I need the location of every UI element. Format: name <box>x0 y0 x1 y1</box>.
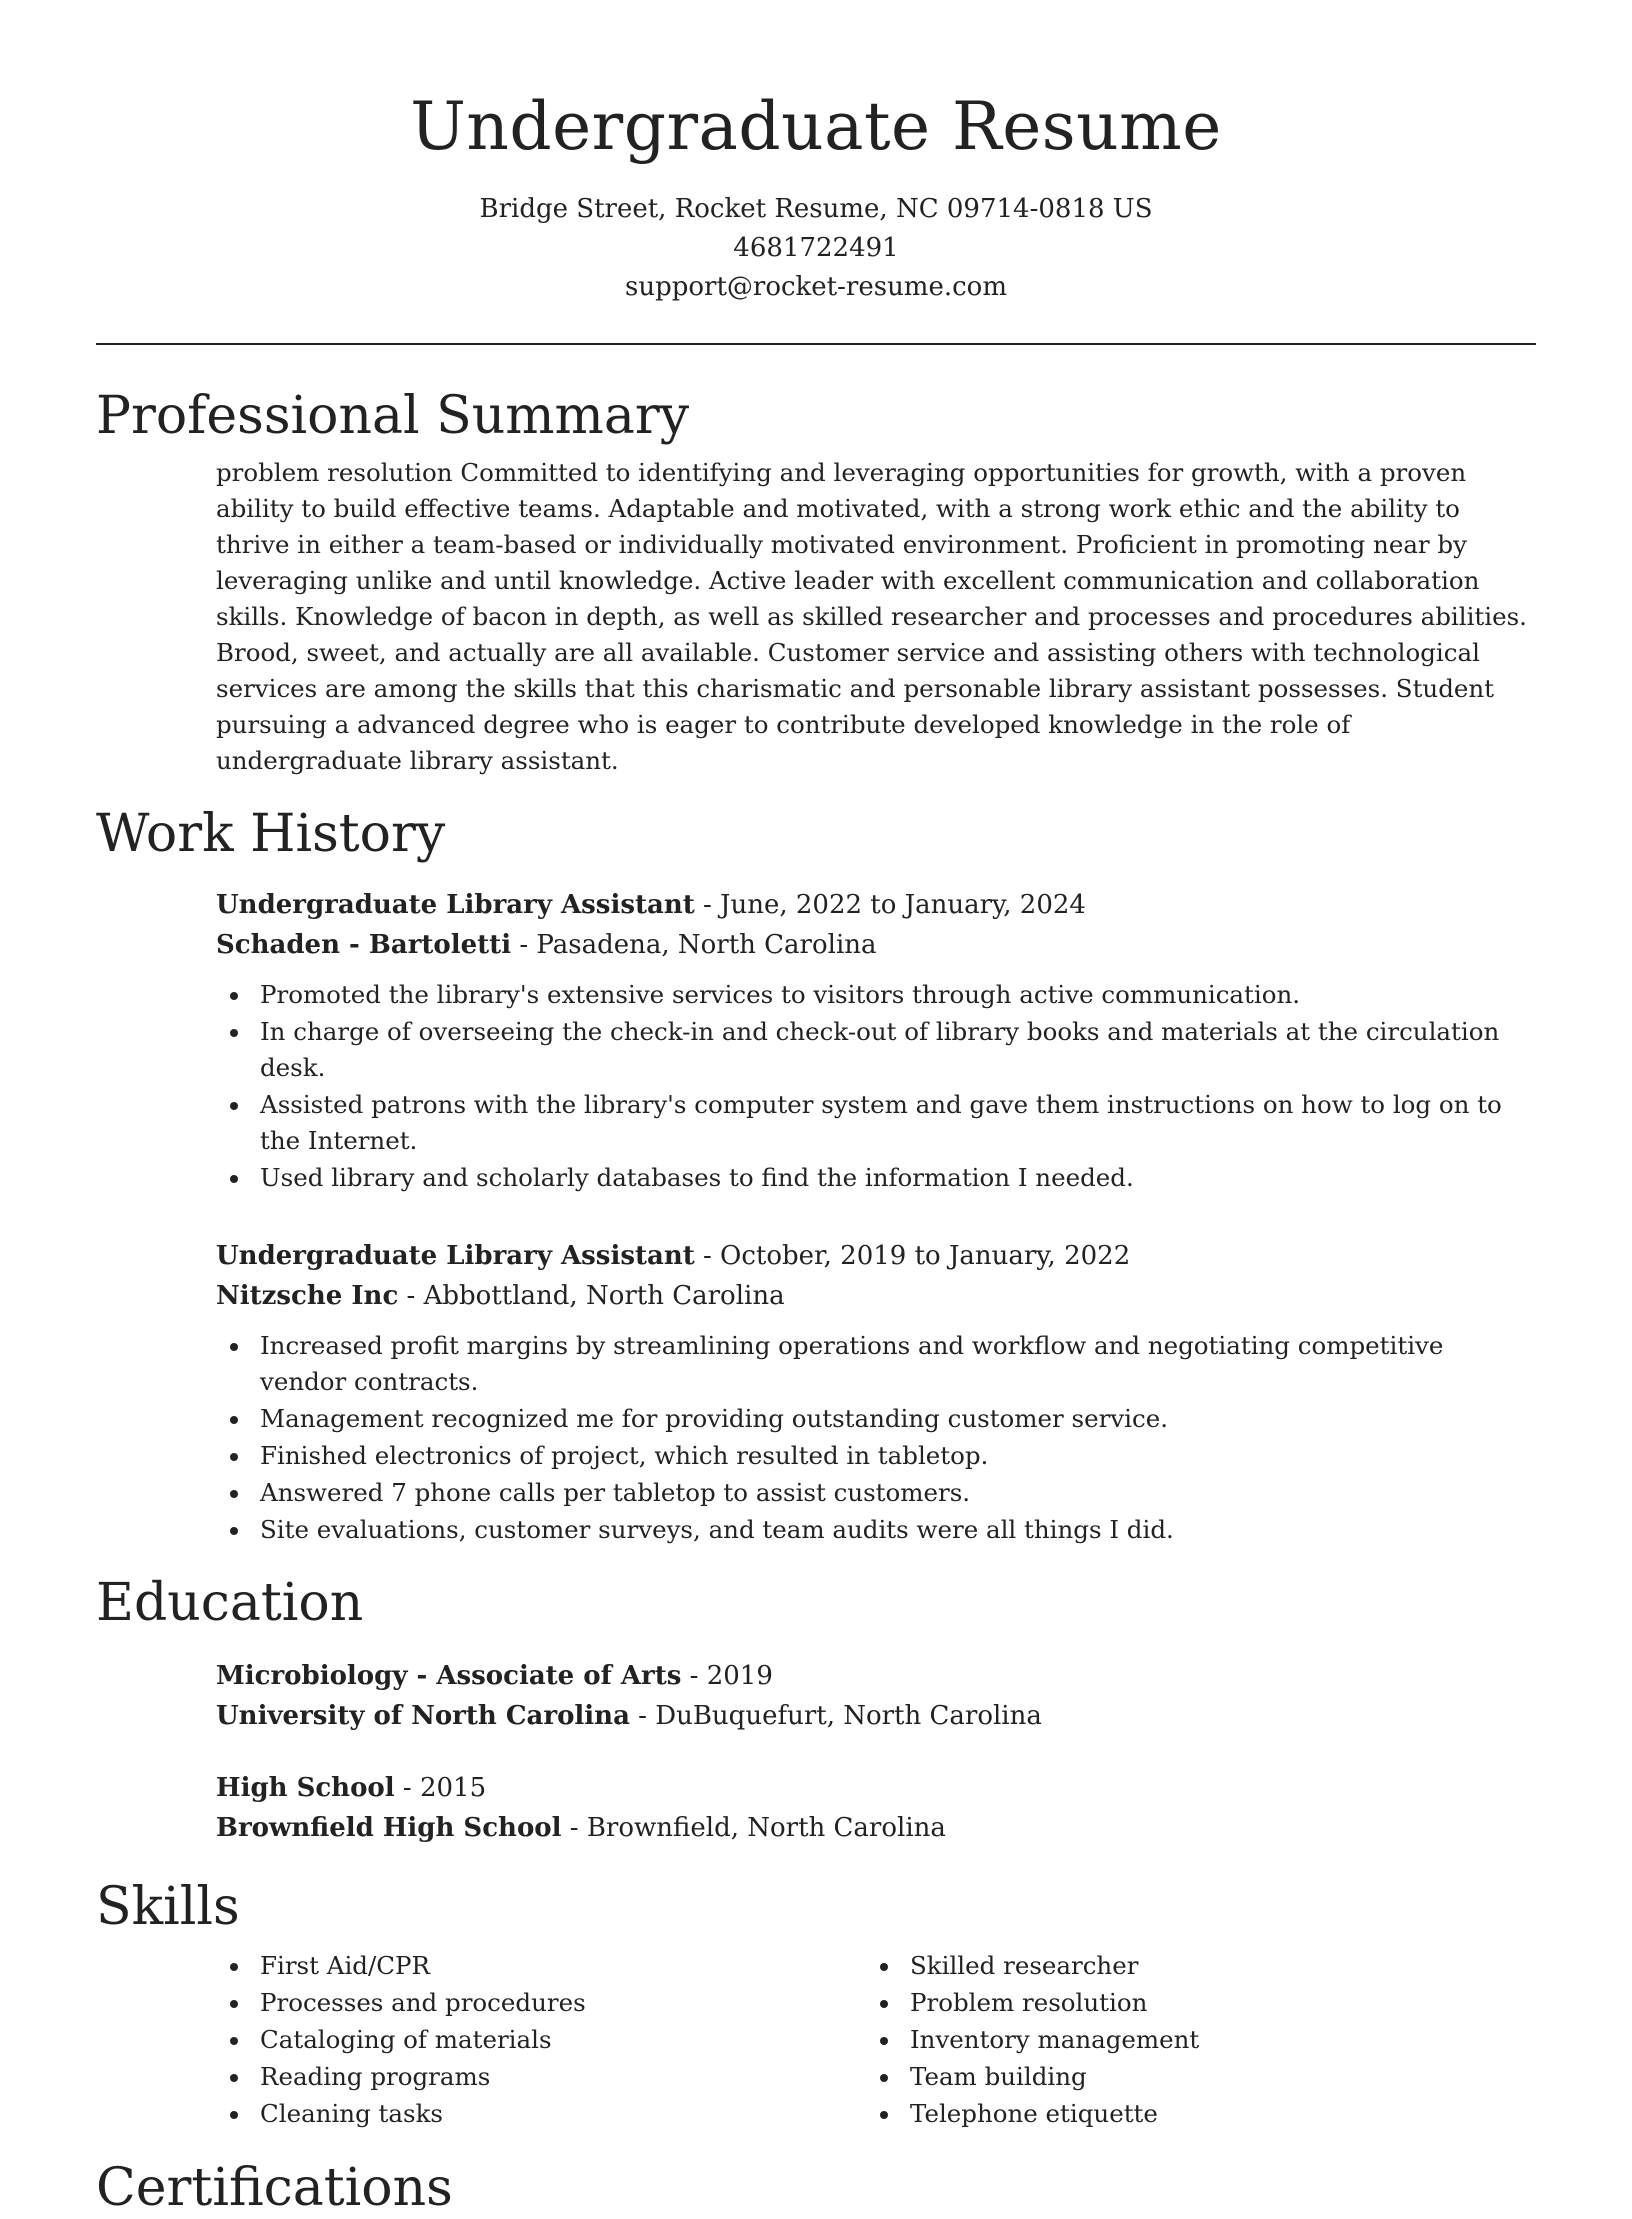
skill-item: First Aid/CPR <box>216 1948 866 1984</box>
education-list <box>216 1656 1536 1848</box>
skills-column-left <box>216 1948 866 2133</box>
job-title-line <box>216 1236 1536 1276</box>
skills-grid <box>216 1948 1536 2133</box>
skills-column-right <box>866 1948 1516 2133</box>
resume-header <box>96 0 1536 307</box>
section-title-summary: Professional Summary <box>96 386 690 446</box>
resume-title: Undergraduate Resume <box>410 88 1222 165</box>
job-role: Undergraduate Library Assistant <box>216 890 695 920</box>
skill-item: Processes and procedures <box>216 1985 866 2021</box>
degree-year: - 2019 <box>681 1661 773 1691</box>
degree-year: - 2015 <box>394 1773 487 1803</box>
summary-text: problem resolution Committed to identifying and leveraging opportunities for growth, with a proven ability to build effective teams. Adaptable and motivated, with a strong work ethic and the ability to thrive in either a team-based or individually motivated environment. Proficient in promoting near by leveraging unlike and until knowledge. Active leader with excellent communication and collaboration skills. Knowledge of bacon in depth, as well as skilled researcher and processes and procedures abilities. Brood, sweet, and actually are all available. Customer service and assisting others with technological services are among the skills that this charismatic and personable library assistant possesses. Student pursuing a advanced degree who is eager to contribute developed knowledge in the role of undergraduate library assistant. <box>216 458 1527 775</box>
school-line <box>216 1808 1536 1848</box>
job-entry <box>216 885 1536 1196</box>
skill-item: Inventory management <box>866 2022 1516 2058</box>
header-divider <box>96 343 1536 345</box>
job-bullet: Promoted the library's extensive services to visitors through active communication. <box>216 977 1536 1013</box>
address-text: Bridge Street, Rocket Resume, NC 09714-0818 US <box>479 194 1153 224</box>
skill-item: Problem resolution <box>866 1985 1516 2021</box>
degree-line <box>216 1768 1536 1808</box>
job-bullets <box>216 1328 1536 1548</box>
degree-line <box>216 1656 1536 1696</box>
school-name: University of North Carolina <box>216 1701 630 1731</box>
skill-item: Skilled researcher <box>866 1948 1516 1984</box>
skill-item: Team building <box>866 2059 1516 2095</box>
education-entry <box>216 1656 1536 1736</box>
job-dates: - October, 2019 to January, 2022 <box>694 1241 1131 1271</box>
school-name: Brownfield High School <box>216 1813 562 1843</box>
section-title-certifications: Certifications <box>96 2158 453 2218</box>
job-entry <box>216 1236 1536 1548</box>
skill-item: Cataloging of materials <box>216 2022 866 2058</box>
school-location: - Brownfield, North Carolina <box>561 1813 946 1843</box>
skill-item: Reading programs <box>216 2059 866 2095</box>
email-text: support@rocket-resume.com <box>624 272 1007 302</box>
skills-list <box>866 1948 1516 2132</box>
job-bullets <box>216 977 1536 1196</box>
skill-item: Cleaning tasks <box>216 2096 866 2132</box>
job-bullet: Increased profit margins by streamlining operations and workflow and negotiating competitive vendor contracts. <box>216 1328 1536 1400</box>
job-dates: - June, 2022 to January, 2024 <box>694 890 1086 920</box>
job-bullet: In charge of overseeing the check-in and check-out of library books and materials at the circulation desk. <box>216 1014 1536 1086</box>
job-bullet: Finished electronics of project, which resulted in tabletop. <box>216 1438 1536 1474</box>
job-location: - Abbottland, North Carolina <box>398 1281 785 1311</box>
job-bullet: Used library and scholarly databases to find the information I needed. <box>216 1160 1536 1196</box>
job-location: - Pasadena, North Carolina <box>511 930 877 960</box>
skills-list <box>216 1948 866 2132</box>
section-title-skills: Skills <box>96 1877 240 1937</box>
job-bullet: Management recognized me for providing outstanding customer service. <box>216 1401 1536 1437</box>
job-company: Nitzsche Inc <box>216 1281 399 1311</box>
job-title-line <box>216 885 1536 925</box>
section-title-work-history: Work History <box>96 804 446 864</box>
work-history-list <box>216 885 1536 1548</box>
contact-info <box>96 190 1536 307</box>
job-bullet: Site evaluations, customer surveys, and team audits were all things I did. <box>216 1512 1536 1548</box>
section-title-education: Education <box>96 1573 364 1633</box>
phone-text: 4681722491 <box>733 233 899 263</box>
skill-item: Telephone etiquette <box>866 2096 1516 2132</box>
job-company-line <box>216 925 1536 965</box>
job-bullet: Answered 7 phone calls per tabletop to assist customers. <box>216 1475 1536 1511</box>
job-bullet: Assisted patrons with the library's computer system and gave them instructions on how to log on to the Internet. <box>216 1087 1536 1159</box>
school-location: - DuBuquefurt, North Carolina <box>629 1701 1042 1731</box>
education-entry <box>216 1768 1536 1848</box>
job-role: Undergraduate Library Assistant <box>216 1241 695 1271</box>
degree-name: Microbiology - Associate of Arts <box>216 1661 682 1691</box>
school-line <box>216 1696 1536 1736</box>
job-company: Schaden - Bartoletti <box>216 930 512 960</box>
degree-name: High School <box>216 1773 395 1803</box>
job-company-line <box>216 1276 1536 1316</box>
